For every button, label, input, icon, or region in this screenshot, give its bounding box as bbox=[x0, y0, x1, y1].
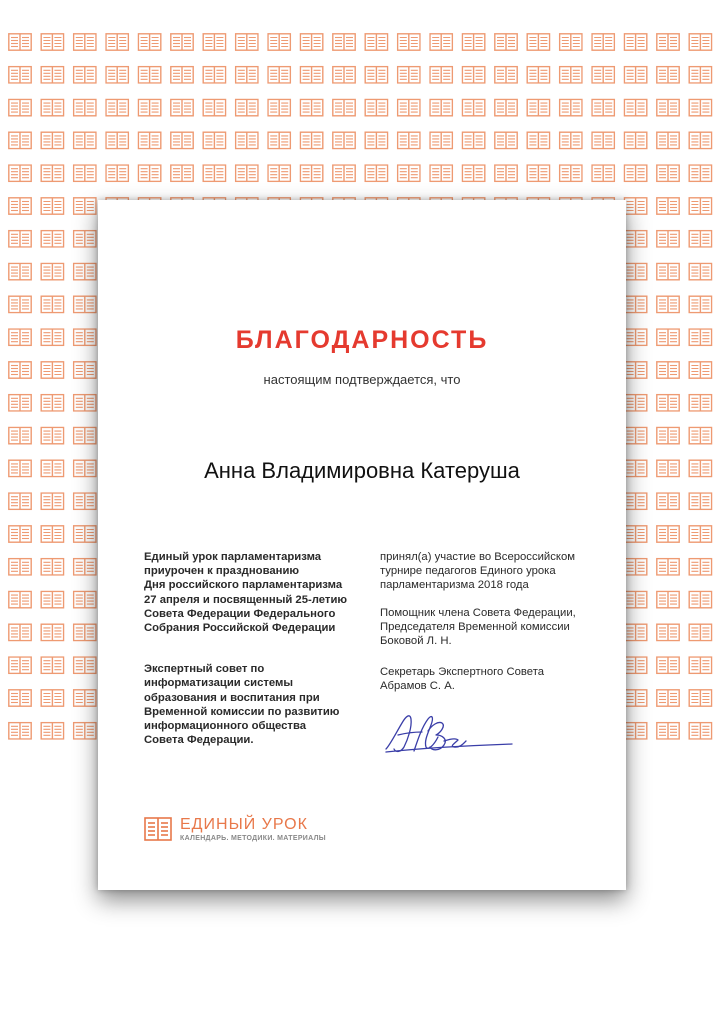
event-description bbox=[144, 550, 374, 635]
book-pattern-icon bbox=[689, 690, 711, 706]
book-pattern-icon bbox=[9, 559, 31, 575]
book-pattern-icon bbox=[138, 67, 160, 83]
book-pattern-icon bbox=[41, 526, 63, 542]
book-pattern-icon bbox=[657, 165, 679, 181]
book-pattern-icon bbox=[560, 165, 582, 181]
book-pattern-icon bbox=[9, 165, 31, 181]
book-pattern-icon bbox=[560, 99, 582, 115]
book-pattern-icon bbox=[657, 657, 679, 673]
book-pattern-icon bbox=[689, 329, 711, 345]
book-pattern-icon bbox=[138, 132, 160, 148]
book-pattern-icon bbox=[657, 493, 679, 509]
book-pattern-icon bbox=[657, 67, 679, 83]
book-pattern-icon bbox=[9, 591, 31, 607]
book-pattern-icon bbox=[106, 132, 128, 148]
secretary-signatory bbox=[380, 665, 610, 693]
book-pattern-icon bbox=[236, 67, 258, 83]
text-line: Совета Федерации. bbox=[144, 734, 254, 747]
book-pattern-icon bbox=[171, 67, 193, 83]
book-pattern-icon bbox=[657, 559, 679, 575]
certificate-title: БЛАГОДАРНОСТЬ bbox=[235, 326, 489, 354]
open-book-icon bbox=[144, 817, 172, 841]
book-pattern-icon bbox=[689, 427, 711, 443]
book-pattern-icon bbox=[527, 165, 549, 181]
book-pattern-icon bbox=[41, 198, 63, 214]
certificate-subtitle: настоящим подтверждается, что bbox=[263, 372, 461, 387]
book-pattern-icon bbox=[624, 657, 646, 673]
book-pattern-icon bbox=[138, 165, 160, 181]
text-line: Совета Федерации Федерального bbox=[144, 607, 336, 620]
book-pattern-icon bbox=[365, 99, 387, 115]
book-pattern-icon bbox=[333, 34, 355, 50]
book-pattern-icon bbox=[74, 723, 96, 739]
book-pattern-icon bbox=[171, 99, 193, 115]
book-pattern-icon bbox=[171, 34, 193, 50]
book-pattern-icon bbox=[398, 34, 420, 50]
text-line: Временной комиссии по развитию bbox=[144, 705, 340, 718]
book-pattern-icon bbox=[624, 132, 646, 148]
book-pattern-icon bbox=[365, 67, 387, 83]
book-pattern-icon bbox=[689, 165, 711, 181]
book-pattern-icon bbox=[41, 624, 63, 640]
text-line: Абрамов С. А. bbox=[380, 680, 455, 693]
book-pattern-icon bbox=[74, 231, 96, 247]
assistant-signatory bbox=[380, 606, 610, 649]
book-pattern-icon bbox=[74, 296, 96, 312]
book-pattern-icon bbox=[236, 165, 258, 181]
book-pattern-icon bbox=[41, 723, 63, 739]
book-pattern-icon bbox=[657, 591, 679, 607]
book-pattern-icon bbox=[268, 67, 290, 83]
book-pattern-icon bbox=[41, 329, 63, 345]
book-pattern-icon bbox=[495, 132, 517, 148]
book-pattern-icon bbox=[74, 198, 96, 214]
edinyi-urok-logo bbox=[144, 816, 404, 846]
book-pattern-icon bbox=[41, 165, 63, 181]
book-pattern-icon bbox=[268, 99, 290, 115]
book-pattern-icon bbox=[9, 493, 31, 509]
book-pattern-icon bbox=[74, 591, 96, 607]
book-pattern-icon bbox=[624, 460, 646, 476]
book-pattern-icon bbox=[689, 67, 711, 83]
text-line: приурочен к празднованию bbox=[144, 565, 300, 578]
book-pattern-icon bbox=[624, 231, 646, 247]
book-pattern-icon bbox=[689, 198, 711, 214]
book-pattern-icon bbox=[9, 395, 31, 411]
book-pattern-icon bbox=[268, 34, 290, 50]
book-pattern-icon bbox=[657, 624, 679, 640]
book-pattern-icon bbox=[657, 460, 679, 476]
book-pattern-icon bbox=[689, 362, 711, 378]
logo-title: ЕДИНЫЙ УРОК bbox=[180, 816, 308, 833]
book-pattern-icon bbox=[495, 165, 517, 181]
book-pattern-icon bbox=[592, 34, 614, 50]
book-pattern-icon bbox=[9, 329, 31, 345]
book-pattern-icon bbox=[106, 165, 128, 181]
book-pattern-icon bbox=[9, 526, 31, 542]
book-pattern-icon bbox=[624, 690, 646, 706]
book-pattern-icon bbox=[74, 362, 96, 378]
book-pattern-icon bbox=[398, 67, 420, 83]
book-pattern-icon bbox=[624, 559, 646, 575]
book-pattern-icon bbox=[657, 723, 679, 739]
book-pattern-icon bbox=[462, 132, 484, 148]
text-line: информатизации системы bbox=[144, 677, 294, 690]
book-pattern-icon bbox=[689, 99, 711, 115]
book-pattern-icon bbox=[624, 329, 646, 345]
book-pattern-icon bbox=[430, 132, 452, 148]
book-pattern-icon bbox=[689, 231, 711, 247]
book-pattern-icon bbox=[624, 395, 646, 411]
book-pattern-icon bbox=[624, 493, 646, 509]
book-pattern-icon bbox=[624, 723, 646, 739]
book-pattern-icon bbox=[689, 657, 711, 673]
book-pattern-icon bbox=[41, 67, 63, 83]
book-pattern-icon bbox=[689, 296, 711, 312]
book-pattern-icon bbox=[106, 67, 128, 83]
book-pattern-icon bbox=[624, 198, 646, 214]
book-pattern-icon bbox=[41, 395, 63, 411]
book-pattern-icon bbox=[560, 34, 582, 50]
book-pattern-icon bbox=[689, 723, 711, 739]
right-column bbox=[380, 550, 610, 694]
book-pattern-icon bbox=[624, 591, 646, 607]
text-line: Собрания Российской Федерации bbox=[144, 622, 336, 635]
book-pattern-icon bbox=[657, 427, 679, 443]
book-pattern-icon bbox=[9, 263, 31, 279]
book-pattern-icon bbox=[430, 67, 452, 83]
book-pattern-icon bbox=[74, 395, 96, 411]
book-pattern-icon bbox=[74, 526, 96, 542]
book-pattern-icon bbox=[41, 99, 63, 115]
text-line: принял(а) участие во Всероссийском bbox=[380, 551, 575, 563]
book-pattern-icon bbox=[171, 132, 193, 148]
book-pattern-icon bbox=[657, 132, 679, 148]
book-pattern-icon bbox=[657, 99, 679, 115]
book-pattern-icon bbox=[624, 624, 646, 640]
book-pattern-icon bbox=[171, 165, 193, 181]
book-pattern-icon bbox=[527, 67, 549, 83]
book-pattern-icon bbox=[9, 198, 31, 214]
book-pattern-icon bbox=[333, 99, 355, 115]
book-pattern-icon bbox=[689, 460, 711, 476]
book-pattern-icon bbox=[333, 67, 355, 83]
book-pattern-icon bbox=[560, 67, 582, 83]
book-pattern-icon bbox=[41, 263, 63, 279]
signature-image bbox=[384, 705, 516, 763]
book-pattern-icon bbox=[365, 34, 387, 50]
book-pattern-icon bbox=[41, 591, 63, 607]
book-pattern-icon bbox=[203, 34, 225, 50]
book-pattern-icon bbox=[9, 624, 31, 640]
book-pattern-icon bbox=[430, 34, 452, 50]
book-pattern-icon bbox=[527, 99, 549, 115]
book-pattern-icon bbox=[74, 165, 96, 181]
book-pattern-icon bbox=[689, 559, 711, 575]
book-pattern-icon bbox=[624, 427, 646, 443]
certificate bbox=[98, 200, 626, 890]
book-pattern-icon bbox=[138, 99, 160, 115]
book-pattern-icon bbox=[657, 362, 679, 378]
book-pattern-icon bbox=[592, 165, 614, 181]
book-pattern-icon bbox=[138, 34, 160, 50]
text-line: турнире педагогов Единого урока bbox=[380, 565, 556, 578]
book-pattern-icon bbox=[657, 526, 679, 542]
book-pattern-icon bbox=[74, 34, 96, 50]
book-pattern-icon bbox=[41, 657, 63, 673]
book-pattern-icon bbox=[9, 723, 31, 739]
book-pattern-icon bbox=[74, 329, 96, 345]
book-pattern-icon bbox=[9, 427, 31, 443]
recipient-name: Анна Владимировна Катеруша bbox=[204, 458, 520, 483]
book-pattern-icon bbox=[495, 99, 517, 115]
book-pattern-icon bbox=[592, 99, 614, 115]
book-pattern-icon bbox=[624, 263, 646, 279]
book-pattern-icon bbox=[41, 427, 63, 443]
book-pattern-icon bbox=[203, 165, 225, 181]
book-pattern-icon bbox=[9, 657, 31, 673]
book-pattern-icon bbox=[689, 526, 711, 542]
book-pattern-icon bbox=[268, 132, 290, 148]
book-pattern-icon bbox=[430, 99, 452, 115]
text-line: 27 апреля и посвященный 25-летию bbox=[144, 593, 348, 606]
book-pattern-icon bbox=[41, 231, 63, 247]
book-pattern-icon bbox=[203, 67, 225, 83]
book-pattern-icon bbox=[592, 67, 614, 83]
book-pattern-icon bbox=[527, 132, 549, 148]
text-line: парламентаризма 2018 года bbox=[380, 579, 529, 592]
text-line: образования и воспитания при bbox=[144, 691, 320, 704]
book-pattern-icon bbox=[657, 198, 679, 214]
book-pattern-icon bbox=[624, 526, 646, 542]
book-pattern-icon bbox=[9, 231, 31, 247]
book-pattern-icon bbox=[592, 132, 614, 148]
book-pattern-icon bbox=[624, 99, 646, 115]
book-pattern-icon bbox=[689, 624, 711, 640]
book-pattern-icon bbox=[657, 395, 679, 411]
book-pattern-icon bbox=[365, 132, 387, 148]
book-pattern-icon bbox=[462, 67, 484, 83]
book-pattern-icon bbox=[333, 132, 355, 148]
book-pattern-icon bbox=[657, 34, 679, 50]
book-pattern-icon bbox=[398, 165, 420, 181]
book-pattern-icon bbox=[41, 34, 63, 50]
book-pattern-icon bbox=[657, 329, 679, 345]
book-pattern-icon bbox=[236, 132, 258, 148]
book-pattern-icon bbox=[689, 263, 711, 279]
book-pattern-icon bbox=[74, 624, 96, 640]
book-pattern-icon bbox=[74, 690, 96, 706]
book-pattern-icon bbox=[41, 296, 63, 312]
logo-subtitle: КАЛЕНДАРЬ. МЕТОДИКИ. МАТЕРИАЛЫ bbox=[180, 835, 326, 842]
book-pattern-icon bbox=[624, 296, 646, 312]
left-column bbox=[144, 550, 374, 747]
book-pattern-icon bbox=[74, 460, 96, 476]
book-pattern-icon bbox=[689, 132, 711, 148]
book-pattern-icon bbox=[74, 657, 96, 673]
book-pattern-icon bbox=[9, 460, 31, 476]
book-pattern-icon bbox=[9, 132, 31, 148]
participation-text bbox=[380, 550, 610, 593]
book-pattern-icon bbox=[268, 165, 290, 181]
book-pattern-icon bbox=[203, 132, 225, 148]
book-pattern-icon bbox=[624, 34, 646, 50]
book-pattern-icon bbox=[657, 296, 679, 312]
book-pattern-icon bbox=[462, 34, 484, 50]
book-pattern-icon bbox=[203, 99, 225, 115]
book-pattern-icon bbox=[74, 67, 96, 83]
book-pattern-icon bbox=[41, 690, 63, 706]
book-pattern-icon bbox=[106, 99, 128, 115]
text-line: информационного общества bbox=[144, 720, 307, 733]
book-pattern-icon bbox=[657, 263, 679, 279]
book-pattern-icon bbox=[560, 132, 582, 148]
book-pattern-icon bbox=[300, 165, 322, 181]
book-pattern-icon bbox=[9, 690, 31, 706]
book-pattern-icon bbox=[9, 99, 31, 115]
book-pattern-icon bbox=[41, 559, 63, 575]
book-pattern-icon bbox=[300, 99, 322, 115]
book-pattern-icon bbox=[495, 34, 517, 50]
book-pattern-icon bbox=[657, 231, 679, 247]
text-line: Секретарь Экспертного Совета bbox=[380, 666, 545, 679]
book-pattern-icon bbox=[462, 99, 484, 115]
book-pattern-icon bbox=[495, 67, 517, 83]
text-line: Председателя Временной комиссии bbox=[380, 620, 570, 633]
book-pattern-icon bbox=[300, 67, 322, 83]
book-pattern-icon bbox=[398, 99, 420, 115]
book-pattern-icon bbox=[689, 591, 711, 607]
book-pattern-icon bbox=[41, 460, 63, 476]
book-pattern-icon bbox=[9, 67, 31, 83]
text-line: Помощник члена Совета Федерации, bbox=[380, 606, 576, 619]
book-pattern-icon bbox=[74, 263, 96, 279]
book-pattern-icon bbox=[41, 132, 63, 148]
text-line: Экспертный совет по bbox=[144, 663, 265, 676]
book-pattern-icon bbox=[333, 165, 355, 181]
text-line: Боковой Л. Н. bbox=[380, 635, 452, 648]
book-pattern-icon bbox=[74, 427, 96, 443]
book-pattern-icon bbox=[300, 132, 322, 148]
book-pattern-icon bbox=[41, 493, 63, 509]
text-line: Единый урок парламентаризма bbox=[144, 551, 322, 563]
book-pattern-icon bbox=[527, 34, 549, 50]
book-pattern-icon bbox=[462, 165, 484, 181]
book-pattern-icon bbox=[300, 34, 322, 50]
book-pattern-icon bbox=[9, 34, 31, 50]
book-pattern-icon bbox=[74, 99, 96, 115]
book-pattern-icon bbox=[624, 67, 646, 83]
book-pattern-icon bbox=[624, 362, 646, 378]
book-pattern-icon bbox=[624, 165, 646, 181]
book-pattern-icon bbox=[365, 165, 387, 181]
book-pattern-icon bbox=[74, 132, 96, 148]
book-pattern-icon bbox=[74, 493, 96, 509]
book-pattern-icon bbox=[74, 559, 96, 575]
book-pattern-icon bbox=[9, 296, 31, 312]
book-pattern-icon bbox=[689, 34, 711, 50]
text-line: Дня российского парламентаризма bbox=[144, 579, 343, 592]
book-pattern-icon bbox=[689, 395, 711, 411]
issuer-description bbox=[144, 662, 374, 747]
book-pattern-icon bbox=[236, 99, 258, 115]
book-pattern-icon bbox=[9, 362, 31, 378]
book-pattern-icon bbox=[398, 132, 420, 148]
book-pattern-icon bbox=[657, 690, 679, 706]
book-pattern-icon bbox=[689, 493, 711, 509]
book-pattern-icon bbox=[106, 34, 128, 50]
book-pattern-icon bbox=[430, 165, 452, 181]
book-pattern-icon bbox=[236, 34, 258, 50]
book-pattern-icon bbox=[41, 362, 63, 378]
